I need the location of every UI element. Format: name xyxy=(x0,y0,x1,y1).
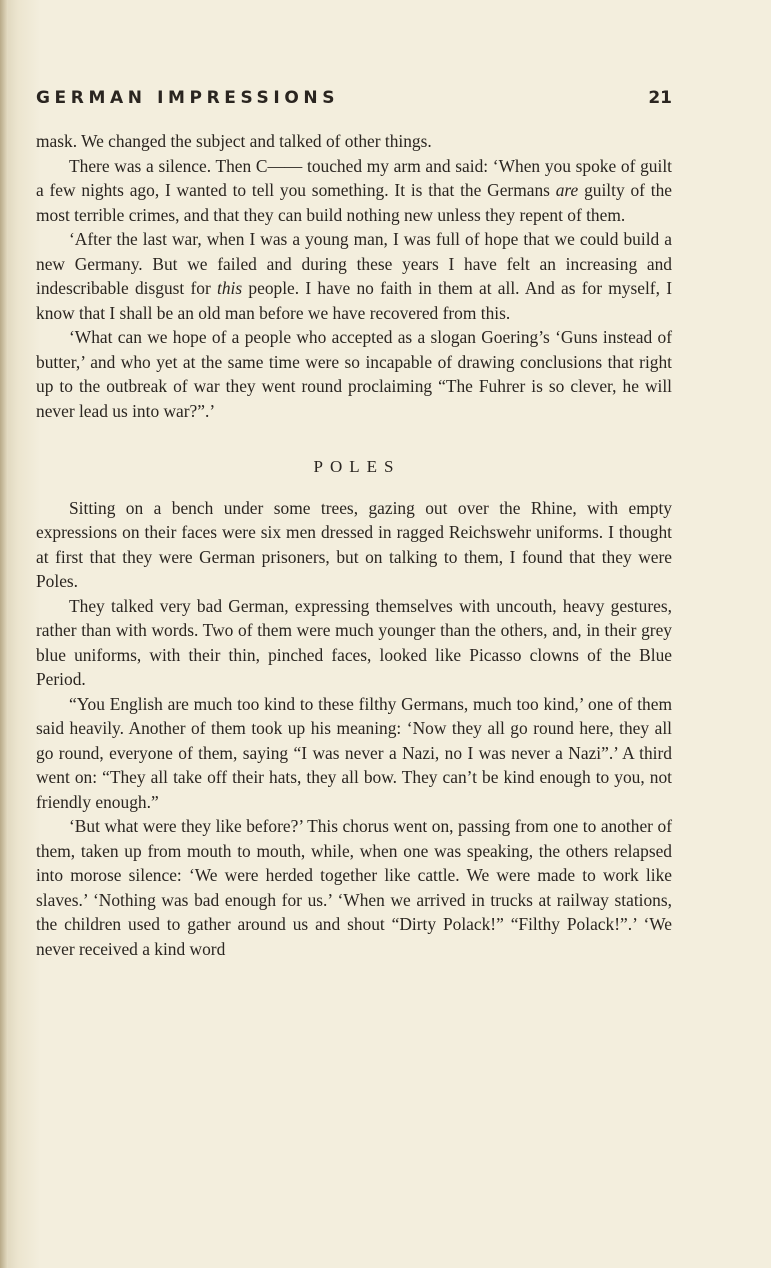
page-number: 21 xyxy=(648,88,672,108)
paragraph-text: guilty of the most terrible crimes, and that they can build nothing new unless they repent of them. xyxy=(36,180,672,225)
paragraph: ‘What can we hope of a people who accepted as a slogan Goering’s ‘Guns instead of butter,’ and who yet at the same time were so incapable of drawing conclusions that right up to the outbreak of war they went round proclaiming “The Fuhrer is so clever, he will never lead us into war?”.’ xyxy=(36,327,672,421)
section-heading: POLES xyxy=(313,457,401,476)
running-title: GERMAN IMPRESSIONS xyxy=(36,88,340,108)
page-body xyxy=(36,129,672,961)
emphasis-text: are xyxy=(555,180,579,200)
page-header xyxy=(36,88,672,114)
paragraph-text: people. I have no faith in them at all. And as for myself, I know that I shall be an old man before we have recovered from this. xyxy=(36,278,672,323)
paragraph: mask. We changed the subject and talked of other things. xyxy=(36,131,432,151)
paragraph xyxy=(36,227,672,325)
emphasis-text: this xyxy=(217,278,243,298)
paragraph: “You English are much too kind to these filthy Germans, much too kind,’ one of them said heavily. Another of them took up his meaning: ‘Now they all go round here, they all go round, everyone of them, saying “I was never a Nazi, no I was never a Nazi”.’ A third went on: “They all take off their hats, they all bow. They can’t be kind enough to you, not friendly enough.” xyxy=(36,693,672,812)
paragraph: Sitting on a bench under some trees, gazing out over the Rhine, with empty expressions on their faces were six men dressed in ragged Reichswehr uniforms. I thought at first that they were German prisoners, but on talking to them, I found that they were Poles. xyxy=(36,497,672,591)
paragraph xyxy=(36,154,672,228)
paragraph-text: ‘After the last war, when I was a young man, I was full of hope that we could build a new Germany. But we failed and during these years I have felt an increasing and indescribable disgust for xyxy=(36,229,672,298)
paragraph-text: There was a silence. Then C—— touched my arm and said: ‘When you spoke of guilt a few nights ago, I wanted to tell you something. It is that the Germans xyxy=(36,155,672,200)
paragraph: They talked very bad German, expressing themselves with uncouth, heavy gestures, rather than with words. Two of them were much younger than the others, and, in their grey blue uniforms, with their thin, pinched faces, looked like Picasso clowns of the Blue Period. xyxy=(36,595,672,689)
page-spine-shadow xyxy=(0,0,8,1268)
paragraph: ‘But what were they like before?’ This chorus went on, passing from one to another of them, taken up from mouth to mouth, while, when one was speaking, the others relapsed into morose silence: ‘We were herded together like cattle. We were made to work like slaves.’ ‘Nothing was bad enough for us.’ ‘When we arrived in trucks at railway stations, the children used to gather around us and shout “Dirty Polack!” “Filthy Polack!”.’ ‘We never received a kind word xyxy=(36,816,672,959)
